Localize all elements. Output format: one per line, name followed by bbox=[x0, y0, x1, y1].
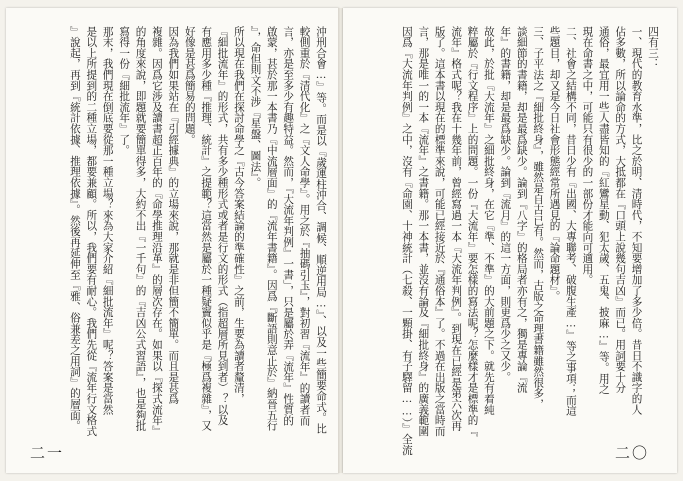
text-column: 那末，我們現在倒底要從那一種立場？來為大家介紹『細批流年』呢？答案是當然 bbox=[101, 26, 114, 415]
text-column: 言，那是唯一的一本『流年』之書籍。那一本書，並沒有論及『細批終身』的廣義範圍 bbox=[417, 26, 430, 437]
text-column: 』說起，再到『統計依據、推理依據』。然後再延伸至『雅、俗兼差之用詞』的層面。 bbox=[68, 26, 81, 432]
text-column: 現在命書之中，可能只有很少的一部份才能向可適用。 bbox=[581, 26, 594, 286]
text-column: 通俗，最宜用一些人盡皆知的『紅鸞星動、犯太歲、五鬼、披麻…』等。用之 bbox=[597, 26, 610, 395]
text-column: 複雜。因爲它涉及讀書超正百年的『命學推理沿革』的層次存在。如果以『探式流年』 bbox=[150, 26, 163, 437]
text-column: 較側重於『清代化』之『文人命學』。用之於『抽碼引玉』，對初習『流年』的讀者而 bbox=[298, 26, 311, 426]
right-page-text bbox=[357, 26, 661, 456]
text-column: 一、現代的教育水準，比之於明、清時代，不知要增加了多少倍。昔日不識字的人 bbox=[630, 26, 643, 415]
left-page-text bbox=[25, 26, 329, 456]
text-column: 佔多數，所以論命的方式，大抵都在『口頭上說幾句吉凶』而已。用詞要十分 bbox=[614, 26, 627, 394]
text-column: 沖刑合會…』等。而是以『歲運柱沖合、調候、順逆用局…』、以及一些簡要命式。比 bbox=[315, 26, 327, 434]
text-column: 寫得一份『細批流年』了。 bbox=[118, 26, 131, 156]
text-column: 的角度來說，即題就要簡單得多，大約不出『一千句』的『吉凶公式習語』，也是夠批 bbox=[134, 26, 147, 432]
text-column: 粹屬於『行文程序』上的問題。一份『大流年』要怎樣的寫法呢？怎麼樣才是標準的『 bbox=[466, 26, 479, 437]
text-column: 有應用多少種『推理、統計』之提範？這當然是屬於一種疑竇似乎是『極爲複雜』，又 bbox=[200, 26, 213, 432]
page-number-right: 二〇 bbox=[614, 444, 649, 462]
text-column: 些題目，却又是今日社會形態經常所遇見的『論命題材』。 bbox=[548, 26, 561, 302]
left-page bbox=[6, 8, 339, 473]
text-column: 版了。這本書以現在的標準來說，可能已經接近於『通俗本』了。不過在出版之當時而 bbox=[433, 26, 446, 437]
text-column: 』，命但則文不涉『星盤、圖法』。 bbox=[249, 26, 262, 189]
text-column: 年』的書籍，却是最爲缺少。論到『流月』的這一方面，則更爲少之又少。 bbox=[499, 26, 512, 383]
text-column: 二、社會之結構不同，昔日少有『出國、大專聯考、破腹生產…』等之事項；而這 bbox=[564, 26, 577, 417]
text-column: 故此，於批『大流年』之細批終身，在它『準、不準』的大前題之下。就先有着純 bbox=[482, 26, 495, 415]
text-column: 流年』格式呢？我在十幾年前，曾經寫過一本『大流年判例』。到現在已經是第六次再 bbox=[450, 26, 463, 432]
text-column: 言，亦是至多少有趣特益。然而，『大流年判例』一書」，只是屬於弄『流年』性質的 bbox=[282, 26, 295, 426]
text-column: 因爲『大流年判例』之中，沒有『命園、十神統計（七殺、一顆掛、有子驛留……）』全流 bbox=[400, 26, 413, 456]
right-page bbox=[343, 8, 677, 473]
text-column: 三、子平法之『細批終身』，雖然是自古已有。然而，古版之命理書籍雖然很多， bbox=[532, 26, 545, 410]
page-number-left: 二一 bbox=[30, 444, 65, 462]
text-column: 是以上所提到的二種立場，都要兼顧。所以，我們要有耐心。我們先從『流年行文格式 bbox=[85, 26, 98, 437]
text-column: 『細批流年』的形式，共有多少種形式或者是行文的形式（指超層所見到者）？以及 bbox=[216, 26, 229, 426]
text-column: 所以現在我們在探討命學之『古今答案結論的準確性』之前，生要為讀者釐清， bbox=[232, 26, 245, 404]
text-column: 好像是甚爲簡易的問題。 bbox=[183, 26, 196, 145]
text-column: 因為我們如果站在『引經據典』的立場來說，那就是非但簡不簡單。而且是甚爲 bbox=[167, 26, 180, 404]
text-column: 啟蒙，甚於那一本書乃『中流層面』的『流年書籍』。因爲『斷語則意止於』納晉五行 bbox=[265, 26, 278, 432]
text-column: 四有三： bbox=[647, 26, 659, 70]
text-column: 談細節的書籍，却是最爲缺少。論到『八字』的格局者亦有之，獨是專論『流 bbox=[515, 26, 528, 394]
